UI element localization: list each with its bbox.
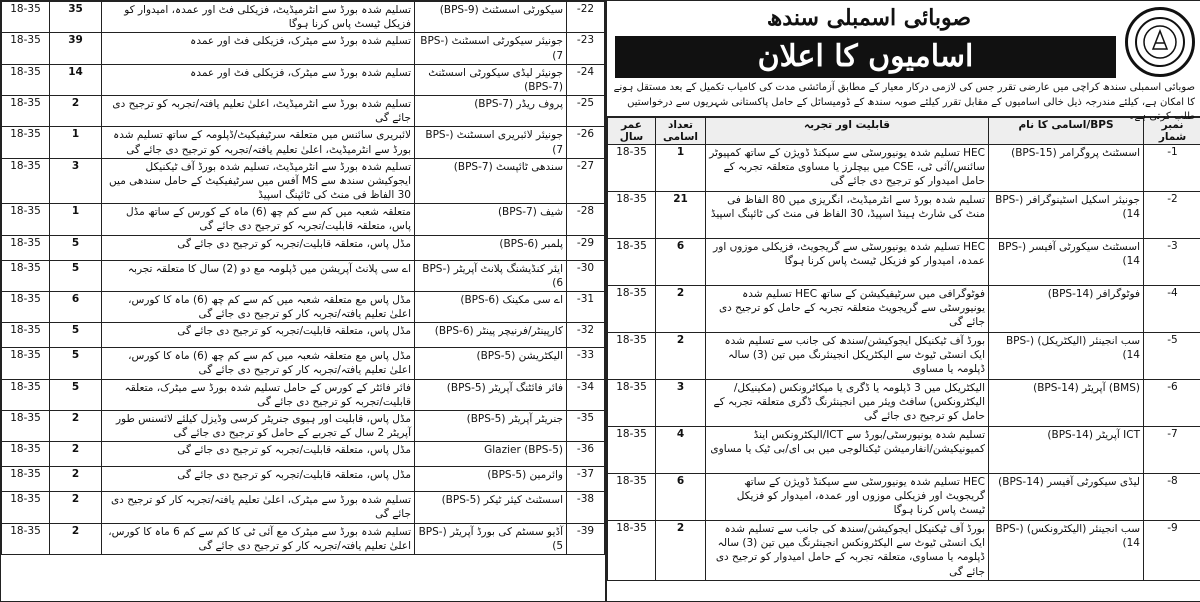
count-cell: 39 — [50, 33, 102, 64]
serial-cell: -25 — [567, 96, 605, 127]
serial-cell: -29 — [567, 235, 605, 260]
count-cell: 5 — [50, 323, 102, 348]
qualification-cell: تسلیم شدہ بورڈ سے انٹرمیڈیٹ، اعلیٰ تعلیم یافتہ/تجربہ کو ترجیح دی جائے گی — [102, 96, 415, 127]
age-cell: 18-35 — [2, 523, 50, 554]
qualification-cell: مڈل پاس مع متعلقہ شعبہ میں کم سے کم چھ (6) ماہ کا کورس، اعلیٰ تعلیم یافتہ/تجربہ کار کو ترجیح دی جائے گی — [102, 291, 415, 322]
count-cell: 1 — [50, 204, 102, 235]
age-cell: 18-35 — [2, 64, 50, 95]
count-cell: 2 — [656, 521, 706, 581]
left-table-row — [2, 348, 605, 379]
right-table-row — [608, 474, 1200, 521]
announcement-banner: اسامیوں کا اعلان — [615, 36, 1116, 78]
age-cell: 18-35 — [2, 467, 50, 492]
left-table-row — [2, 323, 605, 348]
post-name-cell: Glazier (BPS-5) — [415, 442, 567, 467]
count-cell: 3 — [50, 158, 102, 204]
right-table-row — [608, 427, 1200, 474]
left-table-row — [2, 2, 605, 33]
serial-cell: -31 — [567, 291, 605, 322]
post-name-cell: لیڈی سیکورٹی آفیسر (BPS-14) — [989, 474, 1144, 521]
right-table-row — [608, 380, 1200, 427]
count-cell: 2 — [50, 410, 102, 441]
right-table-row — [608, 145, 1200, 192]
count-cell: 2 — [656, 286, 706, 333]
qualification-cell: بورڈ آف ٹیکنیکل ایجوکیشن/سندھ کی جانب سے تسلیم شدہ ایک انسٹی ٹیوٹ سے الیکٹریکل انجینئرنگ میں تین (3) سالہ ڈپلومہ یا مساوی — [706, 333, 989, 380]
header-qualification: قابلیت اور تجربہ — [706, 118, 989, 145]
count-cell: 35 — [50, 2, 102, 33]
age-cell: 18-35 — [2, 158, 50, 204]
count-cell: 2 — [50, 492, 102, 523]
qualification-cell: تسلیم شدہ بورڈ سے میٹرک، فزیکلی فٹ اور عمدہ — [102, 64, 415, 95]
age-cell: 18-35 — [608, 333, 656, 380]
serial-cell: -22 — [567, 2, 605, 33]
post-name-cell: جونیئر لائبریری اسسٹنٹ (BPS-7) — [415, 127, 567, 158]
post-name-cell: فائر فائٹنگ آپریٹر (BPS-5) — [415, 379, 567, 410]
qualification-cell: HEC تسلیم شدہ یونیورسٹی سے گریجویٹ، فزیکلی موزوں اور عمدہ، امیدوار کو فزیکل ٹیسٹ پاس کرنا ہوگا — [706, 239, 989, 286]
age-cell: 18-35 — [608, 239, 656, 286]
count-cell: 6 — [656, 239, 706, 286]
assembly-title: صوبائی اسمبلی سندھ — [607, 5, 1131, 31]
age-cell: 18-35 — [2, 348, 50, 379]
serial-cell: -37 — [567, 467, 605, 492]
left-table-row — [2, 291, 605, 322]
serial-cell: -27 — [567, 158, 605, 204]
left-table-row — [2, 410, 605, 441]
post-name-cell: وائرمین (BPS-5) — [415, 467, 567, 492]
age-cell: 18-35 — [608, 286, 656, 333]
post-name-cell: اسسٹنٹ سیکورٹی آفیسر (BPS-14) — [989, 239, 1144, 286]
left-table-row — [2, 127, 605, 158]
serial-cell: -6 — [1144, 380, 1200, 427]
post-name-cell: فوٹوگرافر (BPS-14) — [989, 286, 1144, 333]
age-cell: 18-35 — [608, 192, 656, 239]
post-name-cell: اسسٹنٹ کیئر ٹیکر (BPS-5) — [415, 492, 567, 523]
serial-cell: -5 — [1144, 333, 1200, 380]
left-table-row — [2, 33, 605, 64]
age-cell: 18-35 — [2, 235, 50, 260]
post-name-cell: الیکٹریشن (BPS-5) — [415, 348, 567, 379]
age-cell: 18-35 — [608, 380, 656, 427]
age-cell: 18-35 — [2, 2, 50, 33]
left-table-row — [2, 492, 605, 523]
serial-cell: -36 — [567, 442, 605, 467]
left-table-row — [2, 467, 605, 492]
age-cell: 18-35 — [608, 427, 656, 474]
age-cell: 18-35 — [2, 291, 50, 322]
qualification-cell: لائبریری سائنس میں متعلقہ سرٹیفیکیٹ/ڈپلومہ کے ساتھ تسلیم شدہ بورڈ سے انٹرمیڈیٹ، اعلیٰ تعلیم یافتہ/تجربہ کو ترجیح دی جائے گی — [102, 127, 415, 158]
post-name-cell: پروف ریڈر (BPS-7) — [415, 96, 567, 127]
right-table-row — [608, 286, 1200, 333]
count-cell: 6 — [50, 291, 102, 322]
count-cell: 5 — [50, 379, 102, 410]
serial-cell: -39 — [567, 523, 605, 554]
age-cell: 18-35 — [2, 410, 50, 441]
age-cell: 18-35 — [608, 474, 656, 521]
left-table-row — [2, 379, 605, 410]
qualification-cell: مڈل پاس، متعلقہ قابلیت/تجربہ کو ترجیح دی جائے گی — [102, 235, 415, 260]
post-name-cell: پلمبر (BPS-6) — [415, 235, 567, 260]
left-table-row — [2, 96, 605, 127]
serial-cell: -38 — [567, 492, 605, 523]
header-age: عمر سال — [608, 118, 656, 145]
count-cell: 3 — [656, 380, 706, 427]
count-cell: 21 — [656, 192, 706, 239]
post-name-cell: جونیئر سیکورٹی اسسٹنٹ (BPS-7) — [415, 33, 567, 64]
count-cell: 2 — [656, 333, 706, 380]
serial-cell: -32 — [567, 323, 605, 348]
post-name-cell: آڈیو سسٹم کی بورڈ آپریٹر (BPS-5) — [415, 523, 567, 554]
serial-cell: -24 — [567, 64, 605, 95]
age-cell: 18-35 — [608, 521, 656, 581]
post-name-cell: شیف (BPS-7) — [415, 204, 567, 235]
header-serial: نمبر شمار — [1144, 118, 1200, 145]
serial-cell: -1 — [1144, 145, 1200, 192]
qualification-cell: مڈل پاس، متعلقہ قابلیت/تجربہ کو ترجیح دی جائے گی — [102, 467, 415, 492]
age-cell: 18-35 — [2, 96, 50, 127]
qualification-cell: تسلیم شدہ بورڈ سے انٹرمیڈیٹ، فزیکلی فٹ اور عمدہ، امیدوار کو فزیکل ٹیسٹ پاس کرنا ہوگا — [102, 2, 415, 33]
age-cell: 18-35 — [2, 260, 50, 291]
qualification-cell: تسلیم شدہ بورڈ سے انٹرمیڈیٹ، انگریزی میں 80 الفاظ فی منٹ کی شارٹ ہینڈ اسپیڈ، 30 الفاظ فی منٹ کی ٹائپنگ اسپیڈ — [706, 192, 989, 239]
count-cell: 2 — [50, 442, 102, 467]
qualification-cell: فائر فائٹر کے کورس کے حامل تسلیم شدہ بورڈ سے میٹرک، متعلقہ قابلیت/تجربہ کو ترجیح دی جائے گی — [102, 379, 415, 410]
count-cell: 4 — [656, 427, 706, 474]
post-name-cell: ایئر کنڈیشنگ پلانٹ آپریٹر (BPS-6) — [415, 260, 567, 291]
qualification-cell: تسلیم شدہ بورڈ سے میٹرک مع آئی ٹی کا کم سے کم 6 ماہ کا کورس، اعلیٰ تعلیم یافتہ/تجربہ کار کو ترجیح دی جائے گی — [102, 523, 415, 554]
serial-cell: -23 — [567, 33, 605, 64]
serial-cell: -4 — [1144, 286, 1200, 333]
age-cell: 18-35 — [2, 442, 50, 467]
post-name-cell: (BMS) آپریٹر (BPS-14) — [989, 380, 1144, 427]
qualification-cell: بورڈ آف ٹیکنیکل ایجوکیشن/سندھ کی جانب سے تسلیم شدہ ایک انسٹی ٹیوٹ سے الیکٹرونکس انجینئرنگ میں تین (3) سالہ ڈپلومہ یا مساوی، متعلقہ تجربہ کے حامل امیدوار کو ترجیح دی جائے گی — [706, 521, 989, 581]
count-cell: 1 — [656, 145, 706, 192]
qualification-cell: مڈل پاس، قابلیت اور ہیوی جنریٹر کرسی وڈیزل کیلئے لائسنس طور آپریٹر 2 سال کے تجربے کے حامل کو ترجیح دی جائے گی — [102, 410, 415, 441]
left-table-row — [2, 158, 605, 204]
count-cell: 14 — [50, 64, 102, 95]
intro-text: صوبائی اسمبلی سندھ کراچی میں عارضی تقرر جس کی لازمی درکار معیار کے مطابق آزمائشی مدت کی کامیاب تکمیل کے بعد مستقل ہونے کا امکان ہے، کیلئے مندرجہ ذیل خالی اسامیوں کے مقابل تقرر کیلئے صوبہ سندھ کے ڈومیسائل کے حامل پاکستانی شہریوں سے درخواستیں طلب کرتی ہے۔ — [613, 81, 1195, 125]
count-cell: 5 — [50, 348, 102, 379]
count-cell: 5 — [50, 235, 102, 260]
serial-cell: -28 — [567, 204, 605, 235]
post-name-cell: اے سی مکینک (BPS-6) — [415, 291, 567, 322]
qualification-cell: متعلقہ شعبہ میں کم سے کم چھ (6) ماہ کے کورس کے ساتھ مڈل پاس، متعلقہ قابلیت/تجربہ کو ترجیح دی جائے گی — [102, 204, 415, 235]
right-table-row — [608, 333, 1200, 380]
right-table-row — [608, 521, 1200, 581]
header-post: اسامی کا نام/BPS — [989, 118, 1144, 145]
qualification-cell: الیکٹریکل میں 3 ڈپلومہ یا ڈگری یا میکاٹرونکس (مکینیکل/الیکٹرونکس) سافٹ ویئر میں انجینئرنگ ڈگری متعلقہ تجربہ کے حامل کو ترجیح دی جائے گی — [706, 380, 989, 427]
post-name-cell: سندھی ٹائپسٹ (BPS-7) — [415, 158, 567, 204]
serial-cell: -30 — [567, 260, 605, 291]
count-cell: 2 — [50, 523, 102, 554]
header-count: تعداد اسامی — [656, 118, 706, 145]
age-cell: 18-35 — [2, 492, 50, 523]
qualification-cell: تسلیم شدہ بورڈ سے میٹرک، فزیکلی فٹ اور عمدہ — [102, 33, 415, 64]
serial-cell: -26 — [567, 127, 605, 158]
left-table-row — [2, 204, 605, 235]
post-name-cell: جونیئر لیڈی سیکورٹی اسسٹنٹ (BPS-7) — [415, 64, 567, 95]
serial-cell: -7 — [1144, 427, 1200, 474]
age-cell: 18-35 — [608, 145, 656, 192]
age-cell: 18-35 — [2, 204, 50, 235]
count-cell: 5 — [50, 260, 102, 291]
serial-cell: -3 — [1144, 239, 1200, 286]
right-posts-table — [607, 117, 1200, 581]
post-name-cell: ICT آپریٹر (BPS-14) — [989, 427, 1144, 474]
qualification-cell: مڈل پاس مع متعلقہ شعبہ میں کم سے کم چھ (6) ماہ کا کورس، اعلیٰ تعلیم یافتہ/تجربہ کار کو ترجیح دی جائے گی — [102, 348, 415, 379]
left-table-row — [2, 64, 605, 95]
header — [607, 1, 1200, 117]
serial-cell: -34 — [567, 379, 605, 410]
qualification-cell: تسلیم شدہ یونیورسٹی/بورڈ سے ICT/الیکٹرونکس اینڈ کمیونیکیشن/انفارمیشن ٹیکنالوجی میں بی ای/بی ٹیک یا مساوی — [706, 427, 989, 474]
post-name-cell: جونیئر اسکیل اسٹینوگرافر (BPS-14) — [989, 192, 1144, 239]
age-cell: 18-35 — [2, 33, 50, 64]
age-cell: 18-35 — [2, 127, 50, 158]
age-cell: 18-35 — [2, 379, 50, 410]
qualification-cell: HEC تسلیم شدہ یونیورسٹی سے سیکنڈ ڈویژن کے ساتھ کمپیوٹر سائنس/آئی ٹی، CSE میں بیچلرز یا مساوی متعلقہ تجربہ کے حامل امیدوار کو ترجیح دی جائے گی — [706, 145, 989, 192]
right-panel — [606, 0, 1200, 602]
serial-cell: -8 — [1144, 474, 1200, 521]
serial-cell: -9 — [1144, 521, 1200, 581]
qualification-cell: مڈل پاس، متعلقہ قابلیت/تجربہ کو ترجیح دی جائے گی — [102, 442, 415, 467]
qualification-cell: فوٹوگرافی میں سرٹیفیکیشن کے ساتھ HEC تسلیم شدہ یونیورسٹی سے گریجویٹ متعلقہ تجربہ کے حامل کو ترجیح دی جائے گی — [706, 286, 989, 333]
post-name-cell: سب انجینئر (الیکٹرونکس) (BPS-14) — [989, 521, 1144, 581]
left-posts-table — [1, 1, 605, 555]
count-cell: 1 — [50, 127, 102, 158]
qualification-cell: تسلیم شدہ بورڈ سے انٹرمیڈیٹ، تسلیم شدہ بورڈ آف ٹیکنیکل ایجوکیشن سندھ سے MS آفس میں سرٹیفیکیٹ کے حامل سندھی میں 30 الفاظ فی منٹ کی ٹائپنگ اسپیڈ — [102, 158, 415, 204]
left-table-row — [2, 442, 605, 467]
count-cell: 6 — [656, 474, 706, 521]
serial-cell: -35 — [567, 410, 605, 441]
serial-cell: -2 — [1144, 192, 1200, 239]
age-cell: 18-35 — [2, 323, 50, 348]
assembly-seal-icon — [1125, 7, 1195, 77]
left-table-row — [2, 260, 605, 291]
left-table-row — [2, 523, 605, 554]
post-name-cell: سیکورٹی اسسٹنٹ (BPS-9) — [415, 2, 567, 33]
count-cell: 2 — [50, 467, 102, 492]
post-name-cell: کارپینٹر/فرنیچر پینٹر (BPS-6) — [415, 323, 567, 348]
count-cell: 2 — [50, 96, 102, 127]
qualification-cell: تسلیم شدہ بورڈ سے میٹرک، اعلیٰ تعلیم یافتہ/تجربہ کار کو ترجیح دی جائے گی — [102, 492, 415, 523]
right-table-row — [608, 239, 1200, 286]
qualification-cell: اے سی پلانٹ آپریشن میں ڈپلومہ مع دو (2) سال کا متعلقہ تجربہ — [102, 260, 415, 291]
post-name-cell: جنریٹر آپریٹر (BPS-5) — [415, 410, 567, 441]
post-name-cell: سب انجینئر (الیکٹریکل) (BPS-14) — [989, 333, 1144, 380]
serial-cell: -33 — [567, 348, 605, 379]
qualification-cell: مڈل پاس، متعلقہ قابلیت/تجربہ کو ترجیح دی جائے گی — [102, 323, 415, 348]
left-table-row — [2, 235, 605, 260]
qualification-cell: HEC تسلیم شدہ یونیورسٹی سے سیکنڈ ڈویژن کے ساتھ گریجویٹ اور فزیکلی موزوں اور عمدہ، امیدوار کو فزیکل ٹیسٹ پاس کرنا ہوگا — [706, 474, 989, 521]
right-table-row — [608, 192, 1200, 239]
post-name-cell: اسسٹنٹ پروگرامر (BPS-15) — [989, 145, 1144, 192]
